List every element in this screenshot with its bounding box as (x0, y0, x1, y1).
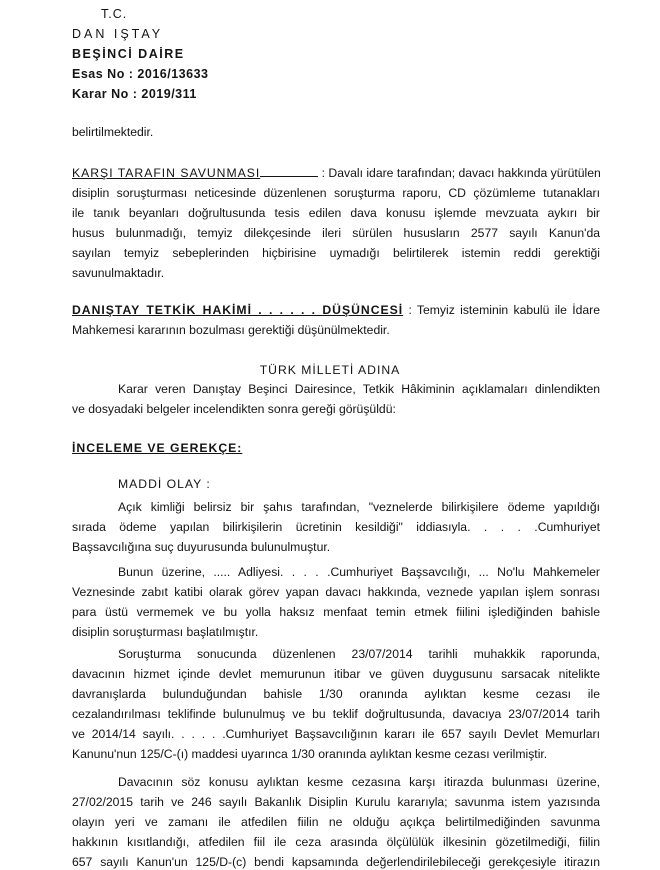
facts-line: Soruşturma sonucunda düzenlenen 23/07/2014 tarihli muhakkik raporunda, (118, 647, 600, 661)
header-tc: T.C. (101, 7, 128, 21)
opinion-line: Mahkemesi kararının bozulması gerektiği düşünülmektedir. (72, 323, 390, 337)
facts-line: para üstü vermemek ve bu yolla haksız menfaat temin etmek fiilini işlediğinden bahisle (72, 605, 600, 619)
nation-title: TÜRK MİLLETİ ADINA (259, 363, 401, 377)
header-esas-no: Esas No : 2016/13633 (72, 67, 209, 81)
facts-line: Başsavcılığına suç duyurusunda bulunulmuştur. (72, 540, 331, 554)
facts-line: davranışlarda bulunduğundan bahisle 1/30 oranında aylıktan kesme cezası ile (72, 687, 600, 701)
review-title: İNCELEME VE GEREKÇE: (72, 441, 243, 455)
intro-line: belirtilmektedir. (72, 125, 154, 139)
defense-line: disiplin soruşturması neticesinde düzenlenen soruşturma raporu, CD çözümleme tutanakları (72, 186, 600, 200)
opinion-title: DANIŞTAY TETKİK HAKİMİ . . . . . . DÜŞÜNCESİ (72, 303, 404, 317)
defense-title-underline (260, 166, 318, 177)
header-court: DAN IŞTAY (72, 27, 164, 41)
defense-first-line-text: : Davalı idare tarafından; davacı hakkında yürütülen (321, 166, 601, 180)
facts-line: 657 sayılı Kanun'un 125/D-(c) bendi kapsamında değerlendirilebileceği gerekçesiyle itirazın (72, 855, 600, 869)
defense-first-line (72, 165, 600, 181)
facts-line: cezalandırılması teklifinde bulunulmuş ve bu teklif doğrultusunda, davacıya 23/07/2014 tarih (72, 707, 600, 721)
facts-line: Bunun üzerine, ..... Adliyesi. . . . .Cumhuriyet Başsavcılığı, ... No'lu Mahkemeler (118, 565, 600, 579)
nation-line: ve dosyadaki belgeler incelendikten sonra gereği görüşüldü: (72, 402, 396, 416)
defense-line: sayılan temyiz sebeplerinden hiçbirisine uymadığı belirtilerek istemin reddi gerektiği (72, 246, 600, 260)
facts-title: MADDİ OLAY : (118, 477, 211, 491)
facts-line: disiplin soruşturması başlatılmıştır. (72, 625, 259, 639)
facts-line: Açık kimliği belirsiz bir şahıs tarafından, "veznelerde bilirkişilere ödeme yapıldığı (118, 500, 600, 514)
defense-line: savunulmaktadır. (72, 266, 165, 280)
defense-title: KARŞI TARAFIN SAVUNMASI (72, 166, 261, 180)
facts-line: 27/02/2015 tarih ve 246 sayılı Bakanlık Disiplin Kurulu kararıyla; savunma istem yazısında (72, 795, 600, 809)
facts-line: Veznesinde zabıt katibi olarak görev yapan davacı hakkında, veznede yapılan işlem sonrası (72, 585, 600, 599)
facts-line: hakkının kısıtlandığı, atfedilen fiil ile ceza arasında ölçülülük ilkesinin gözetilmediği, fiilin (72, 835, 600, 849)
facts-line: davacının hizmet içinde devlet memurunun itibar ve güven duygusunu sarsacak nitelikte (72, 667, 600, 681)
facts-line: sırada ödeme yapılan bilirkişilerin ücretinin kesildiği" iddiasıyla. . . . .Cumhuriyet (72, 520, 600, 534)
facts-line: Davacının söz konusu aylıktan kesme cezasına karşı itirazda bulunması üzerine, (118, 775, 600, 789)
facts-line: olayın yeri ve zamanı ile atfedilen fiilin ne olduğu açıkça belirtilmediğinden savunma (72, 815, 600, 829)
header-karar-no: Karar No : 2019/311 (72, 87, 197, 101)
nation-line: Karar veren Danıştay Beşinci Dairesince, Tetkik Hâkiminin açıklamaları dinlendikten (118, 382, 600, 396)
defense-line: ile tanık beyanları doğrultusunda tesis edilen dava konusu işlemde mevzuata aykırı bir (72, 206, 600, 220)
defense-line: husus bulunmadığı, temyiz dilekçesinde ileri sürülen hususların 2577 sayılı Kanun'da (72, 226, 600, 240)
opinion-first-line (72, 302, 600, 318)
facts-line: ve 2014/14 sayılı. . . . . .Cumhuriyet Başsavcılığının kararı ile 657 sayılı Devlet Memurları (72, 727, 600, 741)
opinion-first-line-text: : Temyiz isteminin kabulü ile İdare (408, 303, 600, 317)
header-chamber: BEŞİNCİ DAİRE (72, 47, 185, 61)
facts-line: Kanunu'nun 125/C-(ı) maddesi uyarınca 1/30 oranında aylıktan kesme cezası verilmiştir. (72, 747, 548, 761)
